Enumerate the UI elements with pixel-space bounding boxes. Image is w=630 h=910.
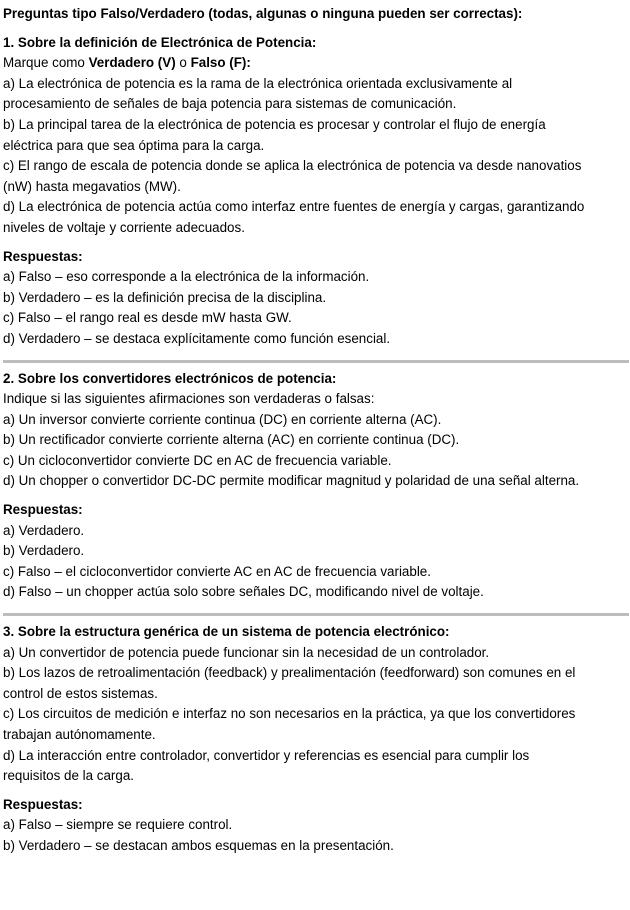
answer-line: a) Falso – siempre se requiere control. [3,817,233,833]
statement-line: b) Los lazos de retroalimentación (feedback) y prealimentación (feedforward) son comunes en el [3,665,576,681]
question-3-title: 3. Sobre la estructura genérica de un sistema de potencia electrónico: [3,624,450,640]
statement-line: trabajan autónomamente. [3,727,156,742]
question-2 [3,369,626,604]
statement-line: a) La electrónica de potencia es la rama de la electrónica orientada exclusivamente al [3,75,513,91]
statement-line: niveles de voltaje y corriente adecuados. [3,219,245,235]
answer-line: b) Verdadero – se destacan ambos esquemas en la presentación. [3,837,394,853]
answer-line: c) Falso – el cicloconvertidor convierte AC en AC de frecuencia variable. [3,563,431,579]
statement-line: d) La electrónica de potencia actúa como interfaz entre fuentes de energía y cargas, garantizando [3,199,585,215]
statement-line: d) La interacción entre controlador, convertidor y referencias es esencial para cumplir los [3,747,530,763]
question-3 [3,622,626,857]
answer-line: b) Verdadero – es la definición precisa de la disciplina. [3,289,327,305]
answers-title: Respuestas: [3,502,83,518]
statement-line: control de estos sistemas. [3,685,158,701]
document-header: Preguntas tipo Falso/Verdadero (todas, algunas o ninguna pueden ser correctas): [3,6,523,21]
answers-title: Respuestas: [3,796,83,812]
statement-line: a) Un inversor convierte corriente continua (DC) en corriente alterna (AC). [3,411,442,427]
section-divider [3,360,629,363]
question-1 [3,33,626,350]
statement-line: Indique si las siguientes afirmaciones son verdaderas o falsas: [3,391,375,407]
statement-line: c) El rango de escala de potencia donde se aplica la electrónica de potencia va desde nanovatios [3,158,582,174]
instruction-false-label: Falso (F) [190,55,247,71]
statement-line: procesamiento de señales de baja potencia para sistemas de comunicación. [3,96,457,112]
statement-line: c) Un cicloconvertidor convierte DC en AC de frecuencia variable. [3,452,392,468]
answer-line: c) Falso – el rango real es desde mW hasta GW. [3,310,292,326]
question-2-title: 2. Sobre los convertidores electrónicos de potencia: [3,370,337,386]
answer-line: a) Verdadero. [3,522,85,538]
question-1-instruction [3,53,626,74]
instruction-true-label: Verdadero (V) [88,55,176,71]
instruction-text: o [175,55,191,71]
instruction-text: Marque como [3,55,89,71]
answer-line: d) Verdadero – se destaca explícitamente como función esencial. [3,330,391,346]
question-1-title: 1. Sobre la definición de Electrónica de Potencia: [3,34,317,50]
statement-line: eléctrica para que sea óptima para la carga. [3,137,265,153]
answers-title: Respuestas: [3,248,83,264]
answer-line: d) Falso – un chopper actúa solo sobre señales DC, modificando nivel de voltaje. [3,584,484,600]
statement-line: (nW) hasta megavatios (MW). [3,178,181,194]
statement-line: b) La principal tarea de la electrónica de potencia es procesar y controlar el flujo de energía [3,116,546,132]
section-divider [3,613,629,616]
instruction-text: : [246,55,251,71]
answer-line: a) Falso – eso corresponde a la electrónica de la información. [3,269,370,285]
statement-line: b) Un rectificador convierte corriente alterna (AC) en corriente continua (DC). [3,432,460,448]
statement-line: a) Un convertidor de potencia puede funcionar sin la necesidad de un controlador. [3,644,490,660]
statement-line: c) Los circuitos de medición e interfaz no son necesarios en la práctica, ya que los convertidores [3,706,576,722]
statement-line: d) Un chopper o convertidor DC-DC permite modificar magnitud y polaridad de una señal alterna. [3,473,580,489]
statement-line: requisitos de la carga. [3,768,135,784]
answer-line: b) Verdadero. [3,543,85,559]
